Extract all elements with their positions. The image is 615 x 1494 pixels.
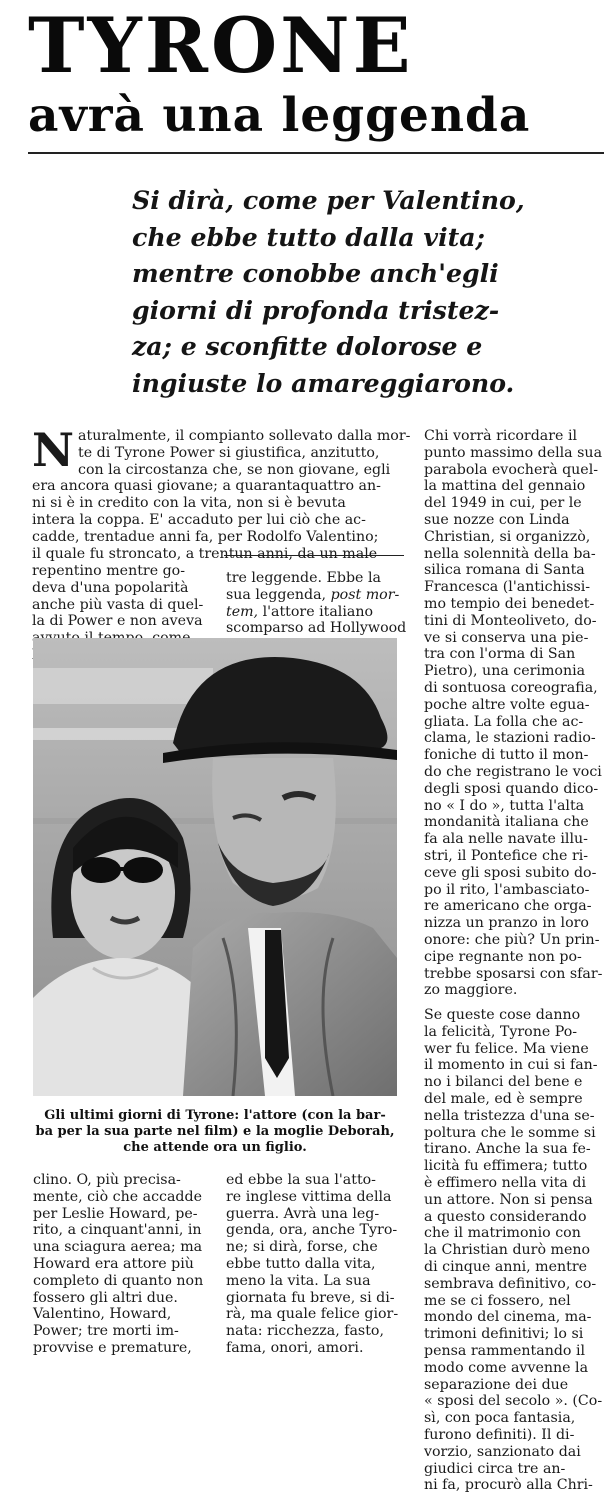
body-line: genda, ora, anche Tyro- [226, 1222, 398, 1239]
deck-line: ingiuste lo amareggiarono. [132, 367, 515, 398]
body-line: zo maggiore. [424, 982, 518, 999]
body-line: wer fu felice. Ma viene [424, 1040, 589, 1057]
photo-illustration [33, 638, 397, 1096]
body-line: mondanità italiana che [424, 814, 589, 831]
photo-tyrone-and-deborah [33, 638, 397, 1096]
body-line: foniche di tutto il mon- [424, 747, 589, 764]
body-line: no i bilanci del bene e [424, 1074, 583, 1091]
body-line: vorzio, sanzionato dai [424, 1443, 581, 1460]
body-line: la Christian durò meno [424, 1242, 591, 1259]
body-line: « sposi del secolo ». (Co- [424, 1393, 603, 1410]
deck-line: Si dirà, come per Valentino, [132, 185, 525, 215]
body-line: po il rito, l'ambasciato- [424, 881, 590, 898]
body-line: cipe regnante non po- [424, 948, 582, 965]
body-line: a questo considerando [424, 1208, 587, 1225]
body-line: Howard era attore più [33, 1255, 194, 1272]
body-line: nella solennità della ba- [424, 545, 596, 562]
deck [132, 182, 606, 401]
bottom-left-column [33, 1172, 218, 1357]
headline: TYRONE [28, 1, 414, 90]
body-line: Power; tre morti im- [33, 1323, 179, 1340]
body-line: rito, a cinquant'anni, in [33, 1222, 202, 1239]
deck-line: mentre conobbe anch'egli [132, 258, 499, 288]
body-line: di sontuosa coreografia, [424, 679, 598, 696]
body-line: nella tristezza d'una se- [424, 1107, 595, 1124]
body-line: re americano che orga- [424, 898, 592, 915]
body-line: clama, le stazioni radio- [424, 730, 596, 747]
body-line: ve si conserva una pie- [424, 629, 589, 646]
body-line: meno la vita. La sua [226, 1272, 371, 1289]
body-line: cadde, trentadue anni fa, per Rodolfo Valentino; [32, 528, 379, 545]
deck-line: giorni di profonda tristez- [132, 294, 500, 325]
body-line: del 1949 in cui, per le [424, 495, 582, 512]
body-line: modo come avvenne la [424, 1359, 589, 1376]
body-line: ed ebbe la sua l'atto- [226, 1172, 376, 1188]
body-line [226, 587, 406, 604]
subheadline: avrà una leggenda [28, 88, 531, 143]
intro-paragraph [32, 423, 411, 562]
body-line: sue nozze con Linda [424, 511, 570, 528]
body-line: poche altre volte egua- [424, 696, 590, 713]
body-line: rà, ma quale felice gior- [226, 1306, 399, 1323]
body-line: stri, il Pontefice che ri- [424, 847, 589, 864]
body-fragment-italic: tem, [226, 603, 259, 620]
body-line: sembrava definitivo, co- [424, 1275, 597, 1292]
body-line: provvise e premature, [33, 1339, 192, 1356]
body-line: tirano. Anche la sua fe- [424, 1141, 591, 1158]
body-line: Chi vorrà ricordare il [424, 428, 578, 444]
body-line: ni fa, procurò alla Chri- [424, 1477, 593, 1494]
bottom-middle-column [226, 1172, 411, 1357]
body-line: per Leslie Howard, pe- [33, 1205, 198, 1222]
body-line: Francesca (l'antichissi- [424, 579, 591, 596]
body-line: onore: che più? Un prin- [424, 931, 600, 948]
body-line: ebbe tutto dalla vita, [226, 1255, 376, 1272]
body-line: te di Tyrone Power si giustifica, anzitutto, [78, 444, 380, 461]
body-line: Se queste cose danno [424, 1007, 581, 1024]
body-line: scomparso ad Hollywood [226, 620, 407, 637]
caption-line: Gli ultimi giorni di Tyrone: l'attore (con la bar- [44, 1108, 386, 1123]
body-line: è effimero nella vita di [424, 1175, 587, 1192]
body-line: fossero gli altri due. [33, 1289, 178, 1306]
body-line: nizza un pranzo in loro [424, 915, 589, 932]
body-line: parabola evocherà quel- [424, 461, 599, 478]
caption-line: ba per la sua parte nel film) e la moglie Deborah, [35, 1124, 395, 1139]
body-line: ni si è in credito con la vita, non si è bevuta [32, 495, 346, 512]
body-fragment: l'attore italiano [262, 603, 374, 620]
body-line: silica romana di Santa [424, 562, 585, 579]
body-line: trimoni definitivi; lo si [424, 1326, 584, 1343]
body-line: con la circostanza che, se non giovane, egli [78, 461, 391, 478]
body-line: furono definiti). Il di- [424, 1427, 575, 1444]
body-line: punto massimo della sua [424, 444, 603, 461]
body-line: nata: ricchezza, fasto, [226, 1323, 384, 1340]
body-line: trebbe sposarsi con sfar- [424, 965, 603, 982]
body-line: mo tempio dei benedet- [424, 595, 595, 612]
body-line: re inglese vittima della [226, 1188, 392, 1205]
body-line: Christian, si organizzò, [424, 528, 591, 545]
body-line: la di Power e non aveva [32, 613, 203, 630]
deck-line: za; e sconfitte dolorose e [132, 331, 483, 361]
body-line: deva d'una popolarità [32, 579, 189, 596]
body-line: mondo del cinema, ma- [424, 1309, 592, 1326]
body-line: ceve gli sposi subito do- [424, 864, 597, 881]
body-line: che il matrimonio con [424, 1225, 581, 1242]
caption-line: che attende ora un figlio. [123, 1140, 307, 1155]
body-line: una sciagura aerea; ma [33, 1239, 203, 1256]
column-separator [224, 555, 404, 556]
middle-column-top [226, 570, 406, 637]
body-line: Valentino, Howard, [33, 1306, 172, 1323]
deck-line: che ebbe tutto dalla vita; [132, 221, 485, 252]
body-line: un attore. Non si pensa [424, 1191, 593, 1208]
body-line: sì, con poca fantasia, [424, 1410, 576, 1427]
body-line: Pietro), una cerimonia [424, 663, 586, 680]
title-rule [28, 152, 604, 154]
photo-caption [33, 1108, 397, 1156]
body-line: tini di Monteoliveto, do- [424, 612, 597, 629]
body-line: giudici circa tre an- [424, 1460, 566, 1477]
body-line: era ancora quasi giovane; a quarantaquattro an- [32, 478, 381, 495]
body-line: intera la coppa. E' accaduto per lui ciò che ac- [32, 511, 366, 528]
body-line: poltura che le somme si [424, 1124, 596, 1141]
body-line: fama, onori, amori. [226, 1339, 364, 1356]
paragraph-gap [424, 999, 612, 1007]
body-line: guerra. Avrà una leg- [226, 1205, 380, 1222]
body-line: giornata fu breve, si di- [226, 1289, 395, 1306]
body-line: completo di quanto non [33, 1272, 204, 1289]
body-line: gliata. La folla che ac- [424, 713, 584, 730]
body-line: separazione dei due [424, 1376, 569, 1393]
right-column [424, 428, 612, 1494]
body-line: il momento in cui si fan- [424, 1057, 598, 1074]
body-line: il quale fu stroncato, a trentun anni, da un male [32, 545, 378, 562]
body-line: fa ala nelle navate illu- [424, 831, 588, 848]
body-line: anche più vasta di quel- [32, 596, 204, 613]
body-line: do che registrano le voci [424, 763, 602, 780]
body-line: la felicità, Tyrone Po- [424, 1023, 578, 1040]
body-line: la mattina del gennaio [424, 478, 586, 495]
body-line: clino. O, più precisa- [33, 1172, 181, 1188]
body-line: mente, ciò che accadde [33, 1188, 202, 1205]
body-line: no « I do », tutta l'alta [424, 797, 585, 814]
body-line: tra con l'orma di San [424, 646, 576, 663]
body-fragment-italic: post mor- [330, 586, 400, 603]
body-line: del male, ed è sempre [424, 1091, 583, 1108]
body-line: repentino mentre go- [32, 563, 186, 579]
body-line: degli sposi quando dico- [424, 780, 599, 797]
body-line: licità fu effimera; tutto [424, 1158, 588, 1175]
body-line: di cinque anni, mentre [424, 1259, 588, 1276]
body-line: ne; si dirà, forse, che [226, 1239, 378, 1256]
body-line: me se ci fossero, nel [424, 1292, 571, 1309]
body-line [226, 604, 406, 621]
body-line: pensa rammentando il [424, 1343, 586, 1360]
body-fragment: sua leggenda, [226, 586, 327, 603]
body-line: aturalmente, il compianto sollevato dalla mor- [78, 428, 411, 444]
dropcap: N [32, 423, 75, 477]
body-line: tre leggende. Ebbe la [226, 570, 381, 586]
